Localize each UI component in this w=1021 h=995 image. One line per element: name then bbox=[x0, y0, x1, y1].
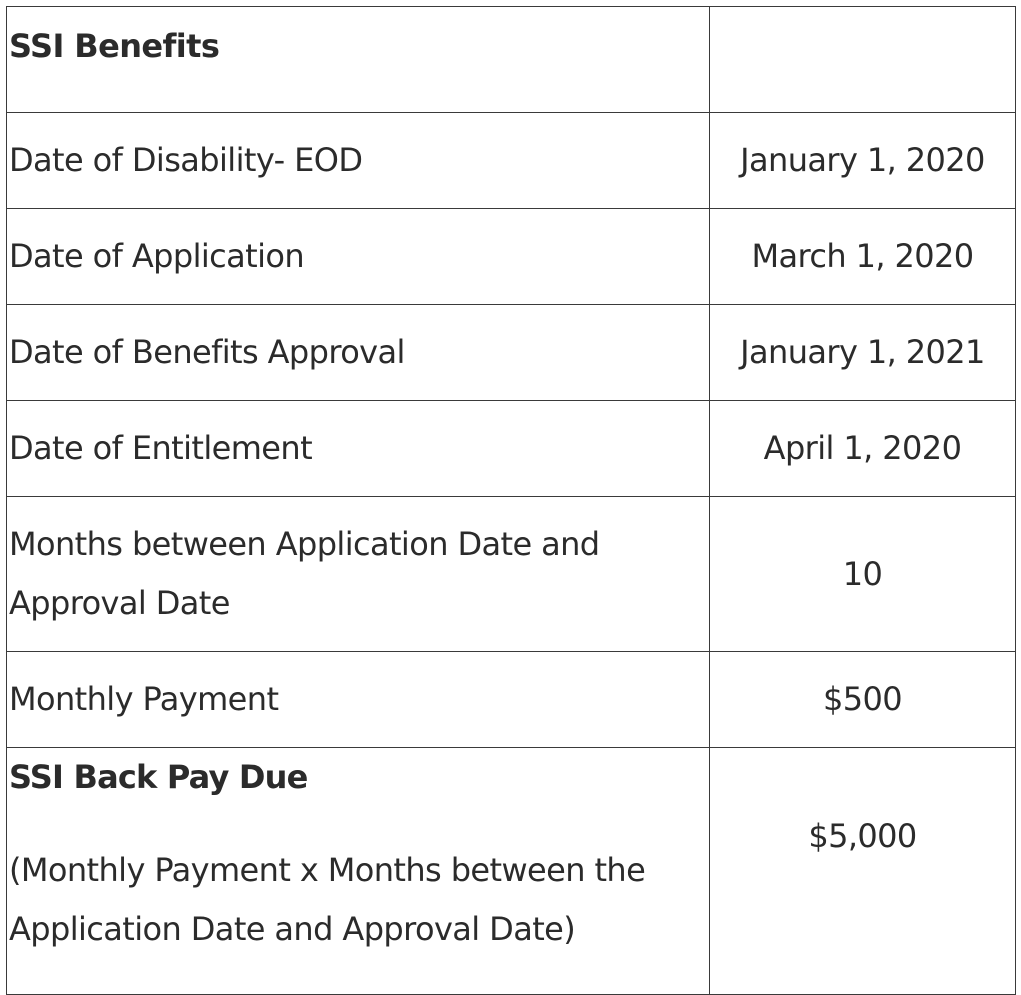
table-row bbox=[7, 652, 1016, 748]
row-label-monthly-payment: Monthly Payment bbox=[7, 652, 710, 748]
table-title: SSI Benefits bbox=[7, 7, 710, 113]
table-header-value bbox=[710, 7, 1016, 113]
table-row bbox=[7, 305, 1016, 401]
row-value-entitlement-date: April 1, 2020 bbox=[710, 401, 1016, 497]
row-label-application-date: Date of Application bbox=[7, 209, 710, 305]
row-label-months-between: Months between Application Date and Approval Date bbox=[7, 497, 710, 652]
table-row bbox=[7, 113, 1016, 209]
row-label-disability-date: Date of Disability- EOD bbox=[7, 113, 710, 209]
table-total-row bbox=[7, 748, 1016, 995]
total-value-cell bbox=[710, 748, 1016, 995]
row-value-approval-date: January 1, 2021 bbox=[710, 305, 1016, 401]
table-header-row bbox=[7, 7, 1016, 113]
total-label-cell bbox=[7, 748, 710, 995]
row-value-disability-date: January 1, 2020 bbox=[710, 113, 1016, 209]
row-value-monthly-payment: $500 bbox=[710, 652, 1016, 748]
ssi-benefits-table bbox=[6, 6, 1016, 995]
table-row bbox=[7, 497, 1016, 652]
row-label-approval-date: Date of Benefits Approval bbox=[7, 305, 710, 401]
total-value: $5,000 bbox=[808, 817, 917, 855]
row-value-months-between: 10 bbox=[710, 497, 1016, 652]
total-label: SSI Back Pay Due bbox=[9, 758, 308, 796]
table-row bbox=[7, 209, 1016, 305]
row-value-application-date: March 1, 2020 bbox=[710, 209, 1016, 305]
total-note: (Monthly Payment x Months between the Application Date and Approval Date) bbox=[9, 851, 646, 948]
row-label-entitlement-date: Date of Entitlement bbox=[7, 401, 710, 497]
table-row bbox=[7, 401, 1016, 497]
